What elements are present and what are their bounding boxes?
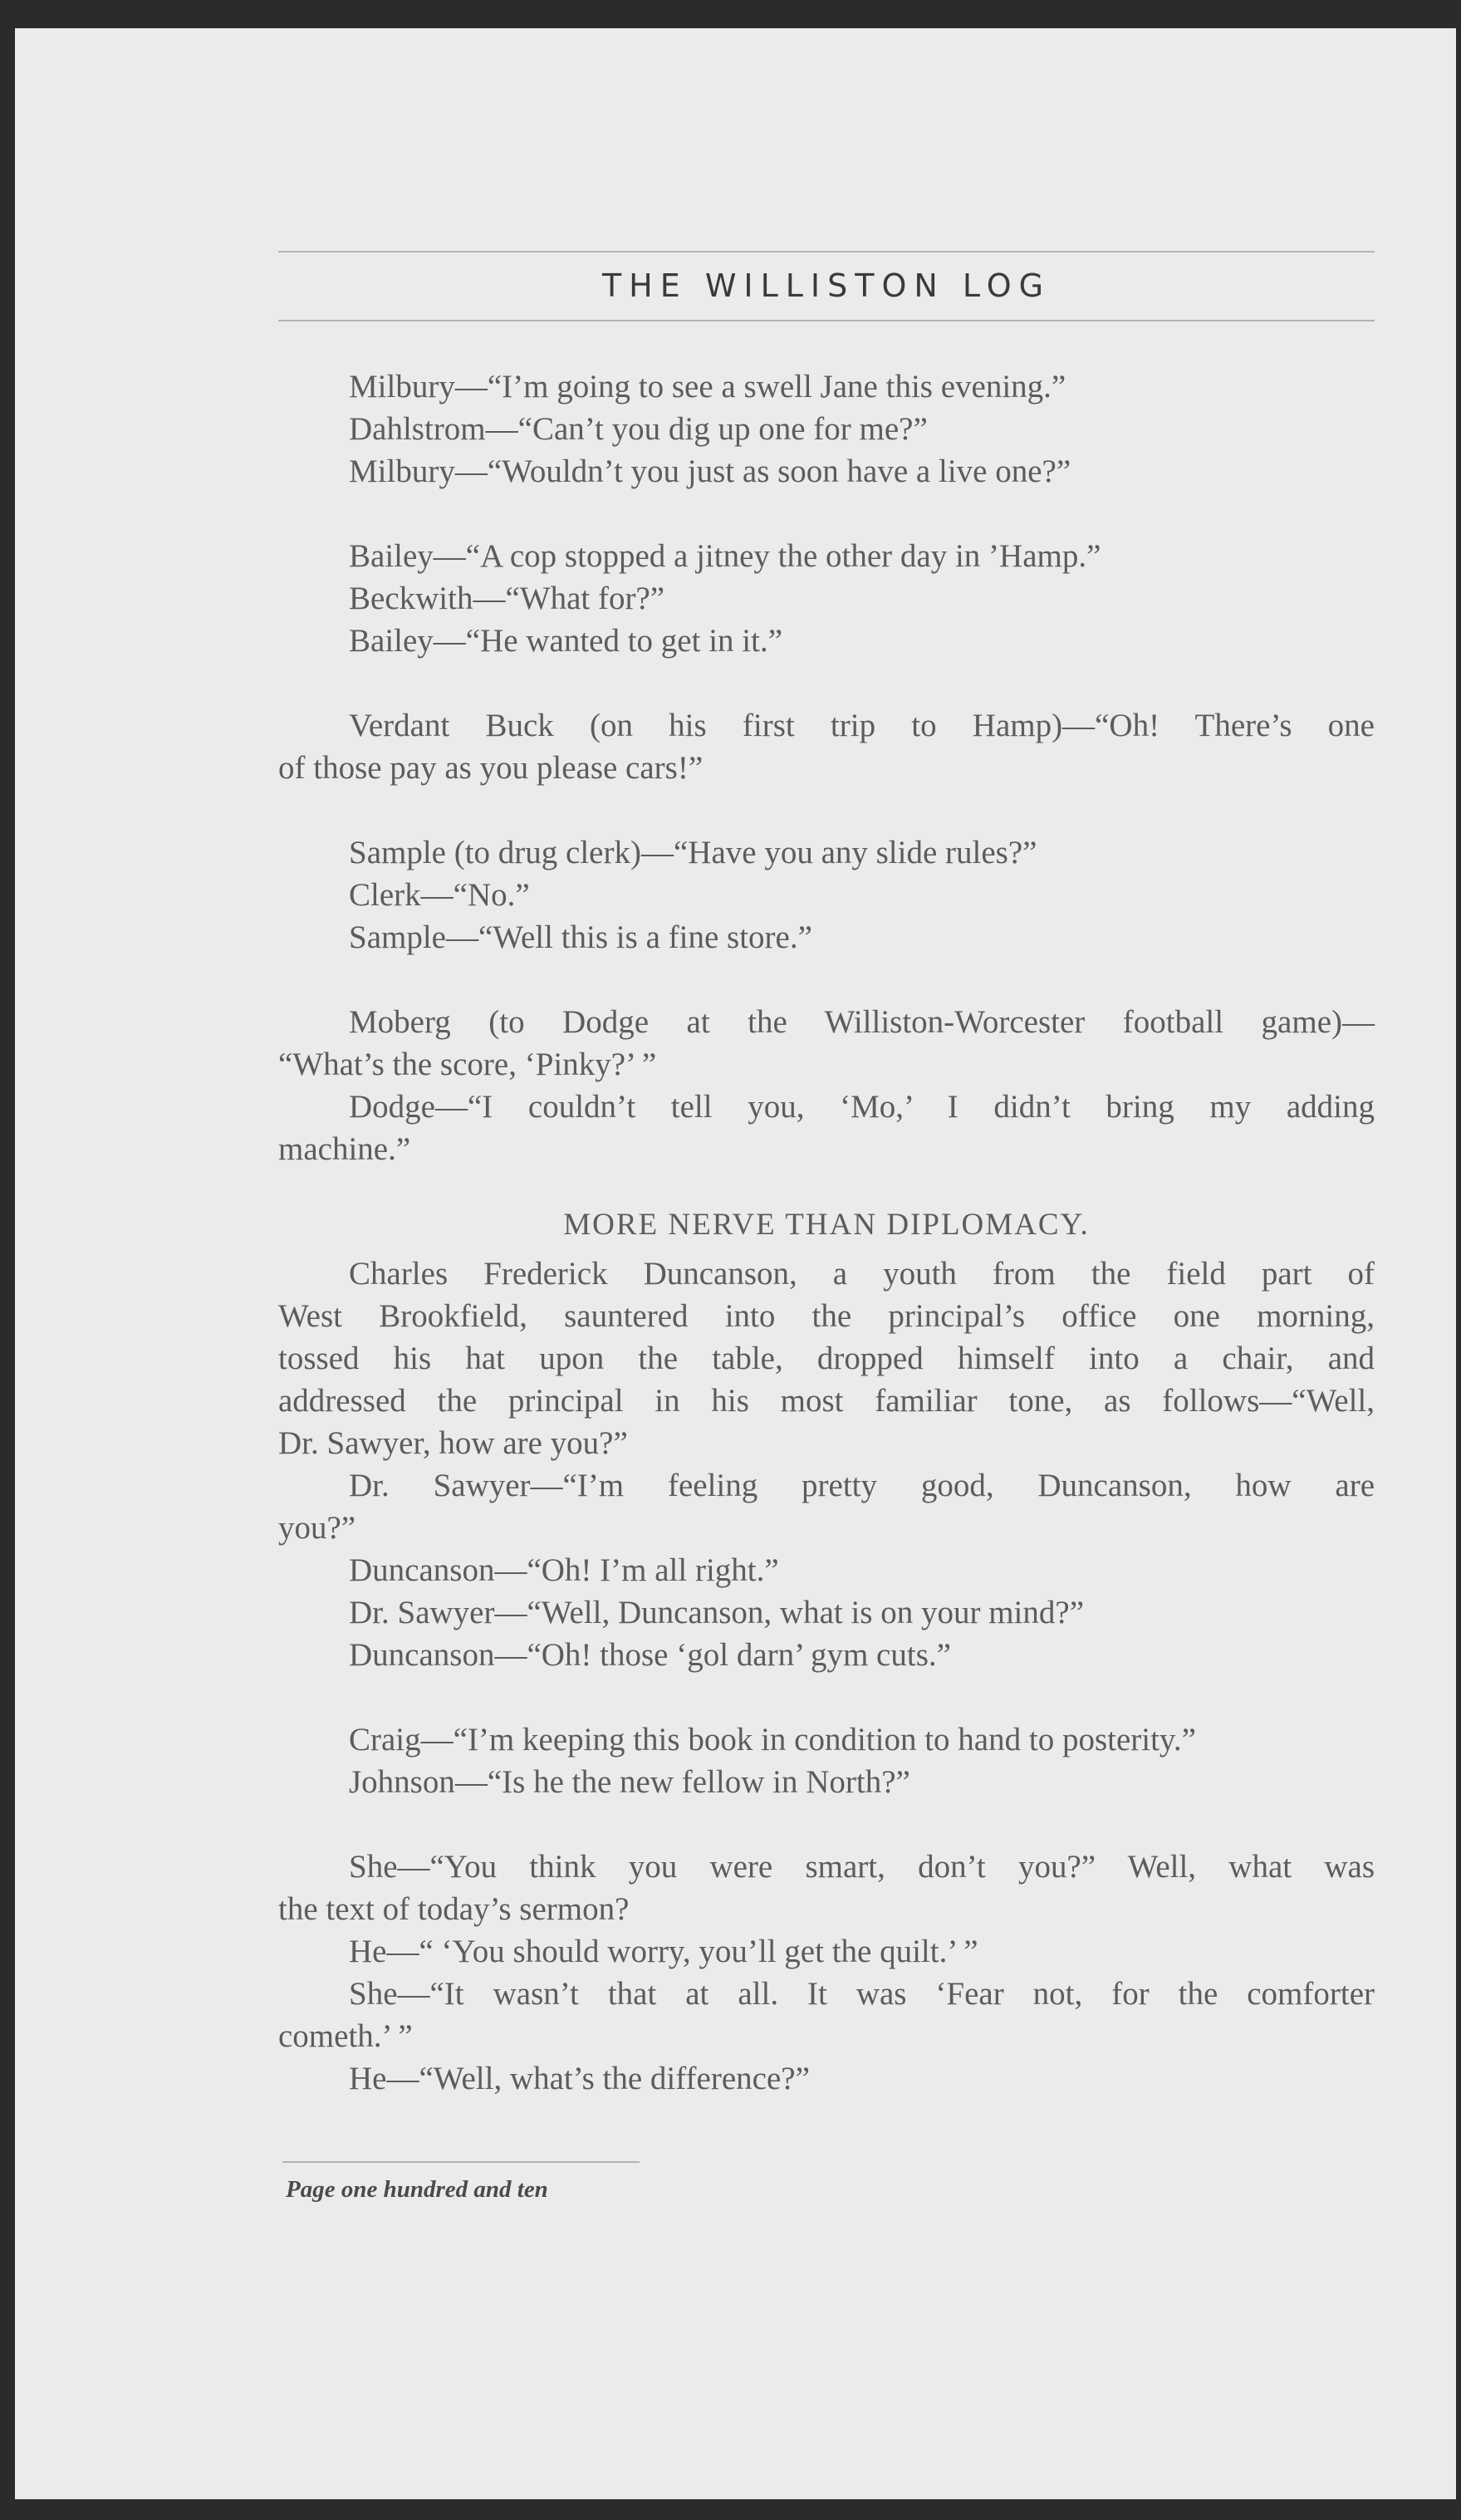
text-line: “What’s the score, ‘Pinky?’ ”	[278, 1047, 657, 1082]
text-line: Sample (to drug clerk)—“Have you any slide rules?”	[349, 835, 1037, 870]
text-line: She—“It wasn’t that at all. It was ‘Fear not, for the comforter	[349, 1976, 1375, 2012]
text-line: Dr. Sawyer—“I’m feeling pretty good, Duncanson, how are	[349, 1468, 1375, 1503]
text-line: the text of today’s sermon?	[278, 1891, 630, 1927]
paragraph-gap	[278, 1676, 1375, 1718]
paragraph-gap	[278, 789, 1375, 831]
text-line: Charles Frederick Duncanson, a youth from the field part of	[349, 1256, 1375, 1292]
text-line: Bailey—“He wanted to get in it.”	[349, 623, 783, 659]
text-line: Duncanson—“Oh! those ‘gol darn’ gym cuts.”	[349, 1637, 951, 1673]
text-line: She—“You think you were smart, don’t you?” Well, what was	[349, 1849, 1375, 1885]
text-line: you?”	[278, 1510, 356, 1546]
text-line: addressed the principal in his most familiar tone, as follows—“Well,	[278, 1383, 1375, 1419]
section-heading: MORE NERVE THAN DIPLOMACY.	[563, 1208, 1090, 1242]
text-line: He—“ ‘You should worry, you’ll get the quilt.’ ”	[349, 1934, 978, 1969]
text-line: Beckwith—“What for?”	[349, 581, 665, 616]
text-line: Dr. Sawyer, how are you?”	[278, 1425, 628, 1461]
paragraph-gap	[278, 958, 1375, 1001]
text-line: Milbury—“I’m going to see a swell Jane this evening.”	[349, 369, 1066, 404]
page-body	[278, 365, 1375, 2100]
text-line: cometh.’ ”	[278, 2018, 413, 2054]
paragraph-gap	[278, 1803, 1375, 1846]
text-line: Dodge—“I couldn’t tell you, ‘Mo,’ I didn’t bring my adding	[349, 1089, 1375, 1125]
text-line: Craig—“I’m keeping this book in condition to hand to posterity.”	[349, 1722, 1196, 1758]
text-line: Verdant Buck (on his first trip to Hamp)—“Oh! There’s one	[349, 708, 1375, 743]
text-line: He—“Well, what’s the difference?”	[349, 2061, 810, 2096]
text-line: tossed his hat upon the table, dropped himself into a chair, and	[278, 1341, 1375, 1376]
text-line: Johnson—“Is he the new fellow in North?”	[349, 1764, 910, 1800]
running-header: THE WILLISTON LOG	[601, 267, 1052, 304]
page-number-footer: Page one hundred and ten	[286, 2176, 548, 2203]
text-line: Dahlstrom—“Can’t you dig up one for me?”	[349, 411, 928, 447]
header-bottom-rule	[278, 320, 1375, 321]
text-line: Clerk—“No.”	[349, 877, 530, 913]
text-line: West Brookfield, sauntered into the principal’s office one morning,	[278, 1298, 1375, 1334]
text-line: Milbury—“Wouldn’t you just as soon have a live one?”	[349, 454, 1071, 489]
text-line: Moberg (to Dodge at the Williston-Worcester football game)—	[349, 1004, 1375, 1040]
text-line: Duncanson—“Oh! I’m all right.”	[349, 1552, 779, 1588]
header-top-rule	[278, 251, 1375, 252]
text-line: machine.”	[278, 1131, 411, 1167]
text-line: Bailey—“A cop stopped a jitney the other day in ’Hamp.”	[349, 538, 1101, 574]
text-line: Dr. Sawyer—“Well, Duncanson, what is on your mind?”	[349, 1595, 1085, 1630]
paragraph-gap	[278, 493, 1375, 535]
paragraph-gap	[278, 662, 1375, 704]
footer-rule	[282, 2161, 640, 2163]
text-line: Sample—“Well this is a fine store.”	[349, 919, 812, 955]
text-line: of those pay as you please cars!”	[278, 750, 704, 786]
